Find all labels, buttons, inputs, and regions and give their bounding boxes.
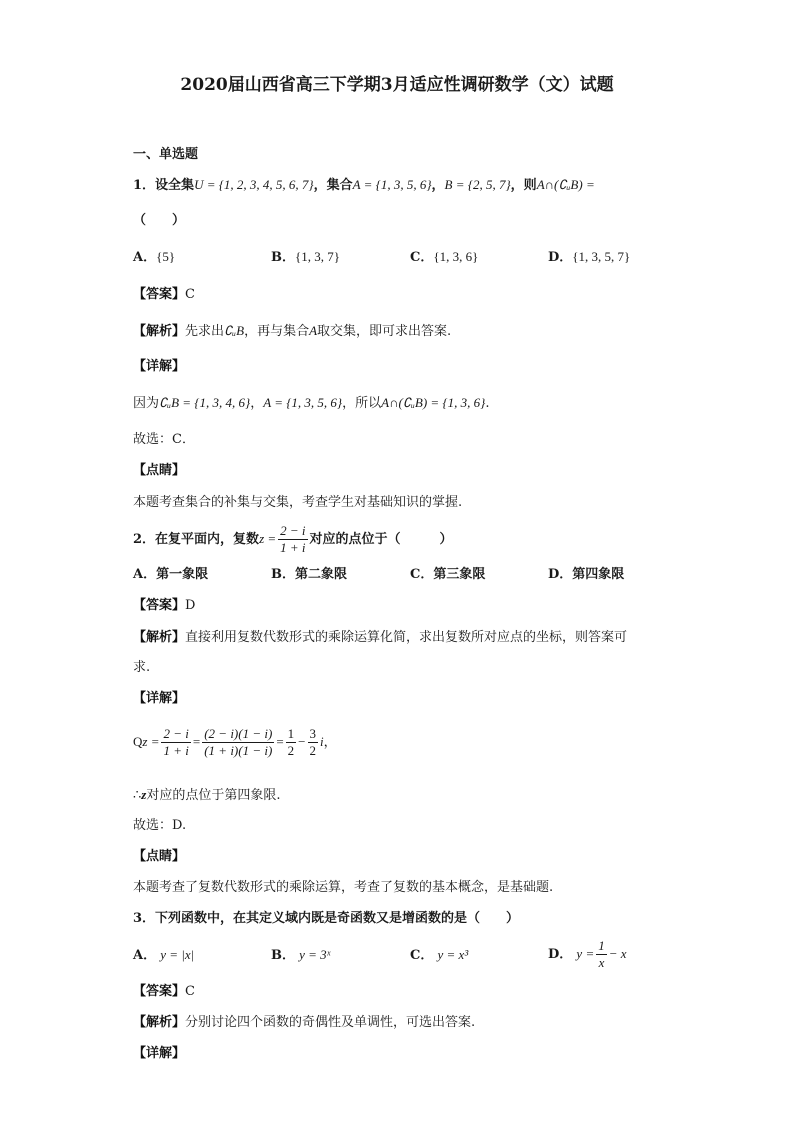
q1-option-b: B．{1, 3, 7} xyxy=(271,249,340,265)
q1-choose: 故选：C． xyxy=(133,432,195,447)
q3-option-d: D． y = $\frac{1}{x}$ − x xyxy=(548,938,627,970)
q3-analysis: 【解析】分别讨论四个函数的奇偶性及单调性，可选出答案. xyxy=(133,1015,476,1030)
q1-set-b: B = {2, 5, 7} xyxy=(444,177,511,192)
q3-detail-label: 【详解】 xyxy=(133,1046,186,1061)
question-1 xyxy=(133,176,595,195)
q3-option-b: B． y = 3ˣ xyxy=(271,947,331,963)
q2-choose: 故选：D. xyxy=(133,818,187,833)
q1-set-u: U = {1, 2, 3, 4, 5, 6, 7} xyxy=(194,177,314,192)
q2-option-a: A．第一象限 xyxy=(133,567,209,582)
q1-expression: A∩(∁ᵤB) = xyxy=(536,177,595,192)
q1-paren: （ ） xyxy=(133,213,186,228)
q1-comment: 本题考查集合的补集与交集，考查学生对基础知识的掌握. xyxy=(133,495,463,510)
q1-number: 1． xyxy=(133,178,156,193)
q1-comma: ， xyxy=(431,178,445,193)
q3-answer: 【答案】C xyxy=(133,984,195,999)
question-2: 2．在复平面内，复数z = $\frac{2 - i}{1 + i}$ 对应的点位于（ ） xyxy=(133,523,453,555)
q2-analysis-cont: 求. xyxy=(133,660,151,675)
q2-option-b: B．第二象限 xyxy=(271,567,348,582)
q2-answer: 【答案】D xyxy=(133,598,196,613)
q1-analysis: 【解析】先求出∁ᵤB，再与集合A取交集，即可求出答案. xyxy=(133,323,452,339)
q3-option-a: A． y = |x| xyxy=(133,947,195,963)
q2-comment: 本题考查了复数代数形式的乘除运算，考查了复数的基本概念，是基础题. xyxy=(133,880,554,895)
q1-option-d: D．{1, 3, 5, 7} xyxy=(548,249,631,265)
q2-option-d: D．第四象限 xyxy=(548,567,625,582)
q2-option-c: C．第三象限 xyxy=(410,567,486,582)
q1-option-a: A．{5} xyxy=(133,249,176,265)
q2-detail-label: 【详解】 xyxy=(133,691,186,706)
q1-detail: 因为∁ᵤB = {1, 3, 4, 6}，A = {1, 3, 5, 6}，所以A∩(∁ᵤB) = {1, 3, 6}. xyxy=(133,395,490,411)
q2-fraction: $\frac{2 - i}{1 + i}$ xyxy=(280,523,306,555)
q1-mid: ，集合 xyxy=(313,178,353,193)
q3-option-c: C． y = x³ xyxy=(410,947,469,963)
q1-lead: 设全集 xyxy=(155,178,195,193)
question-3: 3．下列函数中，在其定义域内既是奇函数又是增函数的是（ ） xyxy=(133,911,520,926)
q1-then: ，则 xyxy=(510,178,537,193)
q2-analysis: 【解析】直接利用复数代数形式的乘除运算化简，求出复数所对应点的坐标，则答案可 xyxy=(133,630,628,645)
q2-comment-label: 【点睛】 xyxy=(133,849,186,864)
q1-set-a: A = {1, 3, 5, 6} xyxy=(352,177,432,192)
q2-detail-equation: Qz = $\frac{2 - i}{1 + i}$ = $\frac{(2 - i)(1 - i)}{(1 + i)(1 - i)}$ = $\frac{1}{2}$ − $\frac{3}{2}$ i， xyxy=(133,726,337,758)
section-heading: 一、单选题 xyxy=(133,147,199,162)
q1-detail-label: 【详解】 xyxy=(133,359,186,374)
q1-answer: 【答案】C xyxy=(133,287,195,302)
q1-comment-label: 【点睛】 xyxy=(133,463,186,478)
q2-therefore: ∴z对应的点位于第四象限. xyxy=(133,787,281,803)
q1-option-c: C．{1, 3, 6} xyxy=(410,249,479,265)
page-title: 2020届山西省高三下学期3月适应性调研数学（文）试题 xyxy=(180,75,614,95)
